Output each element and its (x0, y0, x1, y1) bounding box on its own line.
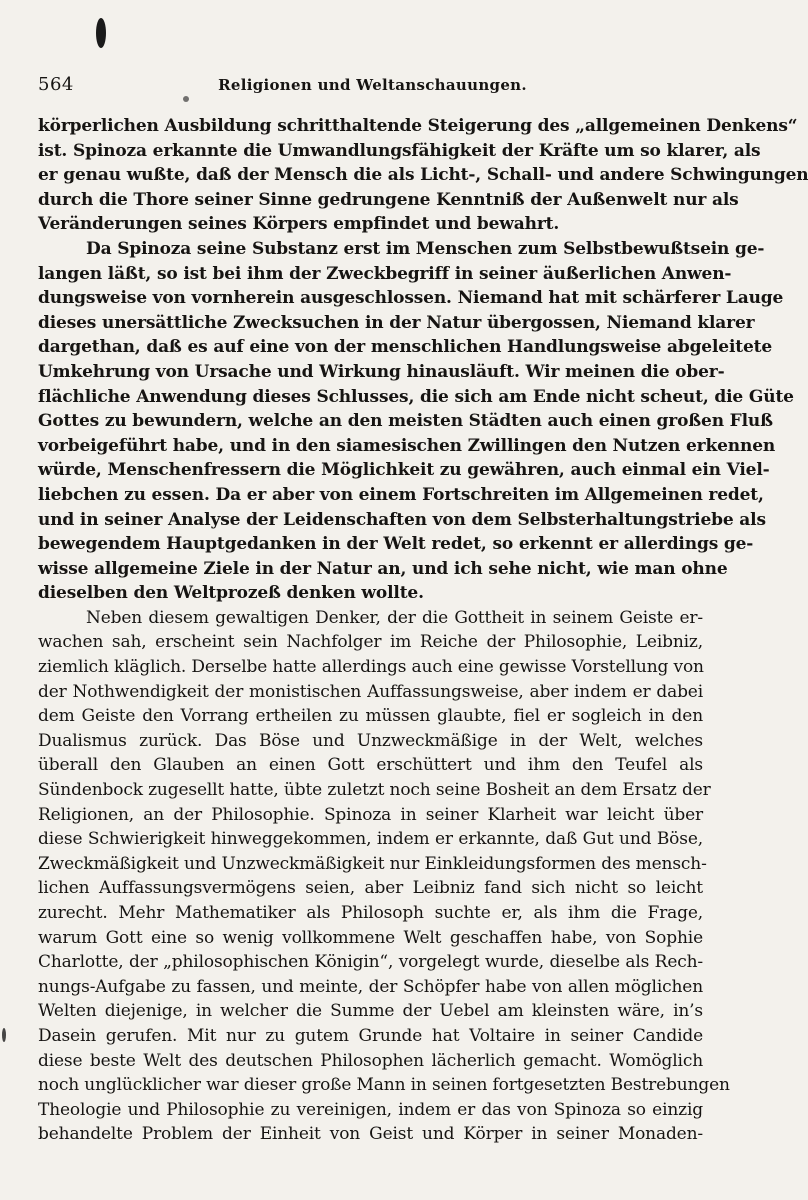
text-line: Sündenbock zugesellt hatte, übte zuletzt noch seine Bosheit an dem Ersatz der (38, 780, 711, 801)
body-text (38, 114, 808, 1147)
text-line: der Nothwendigkeit der monistischen Auffassungsweise, aber indem er dabei (38, 681, 703, 702)
text-line: Dualismus zurück. Das Böse und Unzweckmäßige in der Welt, welches (38, 730, 703, 751)
running-title: Religionen und Weltanschauungen. (218, 76, 527, 94)
text-line: Charlotte, der „philosophischen Königin“, vorgelegt wurde, dieselbe als Rech- (38, 952, 703, 973)
text-line: warum Gott eine so wenig vollkommene Welt geschaffen habe, von Sophie (38, 927, 703, 948)
text-line: wachen sah, erscheint sein Nachfolger im Reiche der Philosophie, Leibniz, (38, 632, 703, 653)
text-line: Neben diesem gewaltigen Denker, der die Gottheit in seinem Geiste er- (86, 607, 703, 628)
text-line: Dasein gerufen. Mit nur zu gutem Grunde hat Voltaire in seiner Candide (38, 1025, 703, 1046)
text-line: ziemlich kläglich. Derselbe hatte allerdings auch eine gewisse Vorstellung von (38, 657, 704, 678)
text-line: und in seiner Analyse der Leidenschaften von dem Selbsterhaltungstriebe als (38, 509, 766, 530)
text-line: durch die Thore seiner Sinne gedrungene Kenntniß der Außenwelt nur als (38, 189, 739, 210)
text-line: dungsweise von vornherein ausgeschlossen. Niemand hat mit schärferer Lauge (38, 288, 784, 309)
text-line: er genau wußte, daß der Mensch die als Licht-, Schall- und andere Schwingungen (38, 165, 808, 186)
text-line: Zweckmäßigkeit und Unzweckmäßigkeit nur Einkleidungsformen des mensch- (38, 853, 707, 874)
text-line: Veränderungen seines Körpers empfindet und bewahrt. (38, 214, 560, 235)
text-line: dargethan, daß es auf eine von der menschlichen Handlungsweise abgeleitete (38, 337, 772, 358)
text-line: überall den Glauben an einen Gott erschüttert und ihm den Teufel als (38, 755, 703, 776)
ink-blot-top-left (96, 18, 106, 48)
paragraph-3 (38, 606, 730, 1147)
text-line: zurecht. Mehr Mathematiker als Philosoph suchte er, als ihm die Frage, (38, 903, 703, 923)
text-line: Welten diejenige, in welcher die Summe der Uebel am kleinsten wäre, in’s (38, 1001, 703, 1022)
text-line: lichen Auffassungsvermögens seien, aber Leibniz fand sich nicht so leicht (38, 878, 703, 899)
paragraph-1 (38, 114, 808, 237)
text-line: diese Schwierigkeit hinweggekommen, indem er erkannte, daß Gut und Böse, (38, 829, 703, 850)
text-line: wisse allgemeine Ziele in der Natur an, und ich sehe nicht, wie man ohne (38, 558, 728, 579)
text-line: liebchen zu essen. Da er aber von einem Fortschreiten im Allgemeinen redet, (38, 484, 764, 505)
text-line: noch unglücklicher war dieser große Mann in seinen fortgesetzten Bestrebungen (38, 1075, 730, 1096)
text-line: körperlichen Ausbildung schritthaltende Steigerung des „allgemeinen Denkens“ (38, 116, 798, 136)
text-line: flächliche Anwendung dieses Schlusses, die sich am Ende nicht scheut, die Güte (38, 386, 794, 407)
text-line: Umkehrung von Ursache und Wirkung hinausläuft. Wir meinen die ober- (38, 361, 725, 382)
text-line: bewegendem Hauptgedanken in der Welt redet, so erkennt er allerdings ge- (38, 534, 754, 555)
page-number: 564 (38, 74, 74, 95)
text-line: dieselben den Weltprozeß denken wollte. (38, 583, 424, 604)
text-line: Theologie und Philosophie zu vereinigen, indem er das von Spinoza so einzig (38, 1099, 703, 1120)
text-line: Gottes zu bewundern, welche an den meisten Städten auch einen großen Fluß (38, 411, 773, 432)
text-line: behandelte Problem der Einheit von Geist und Körper in seiner Monaden- (38, 1124, 703, 1145)
paragraph-2 (38, 237, 794, 606)
page-header (38, 72, 707, 102)
text-line: langen läßt, so ist bei ihm der Zweckbegriff in seiner äußerlichen Anwen- (38, 263, 732, 284)
text-line: dieses unersättliche Zwecksuchen in der Natur übergossen, Niemand klarer (38, 312, 755, 333)
text-line: ist. Spinoza erkannte die Umwandlungsfähigkeit der Kräfte um so klarer, als (38, 140, 761, 161)
text-line: nungs-Aufgabe zu fassen, und meinte, der Schöpfer habe von allen möglichen (38, 976, 703, 997)
text-line: Da Spinoza seine Substanz erst im Menschen zum Selbstbewußtsein ge- (86, 238, 765, 259)
text-line: würde, Menschenfressern die Möglichkeit zu gewähren, auch einmal ein Viel- (38, 460, 770, 481)
ink-speck-left-margin (2, 1028, 6, 1042)
text-line: dem Geiste den Vorrang ertheilen zu müssen glaubte, fiel er sogleich in den (38, 706, 703, 727)
text-line: Religionen, an der Philosophie. Spinoza in seiner Klarheit war leicht über (38, 804, 703, 825)
text-line: diese beste Welt des deutschen Philosophen lächerlich gemacht. Womöglich (38, 1050, 703, 1071)
text-line: vorbeigeführt habe, und in den siamesischen Zwillingen den Nutzen erkennen (38, 435, 776, 456)
